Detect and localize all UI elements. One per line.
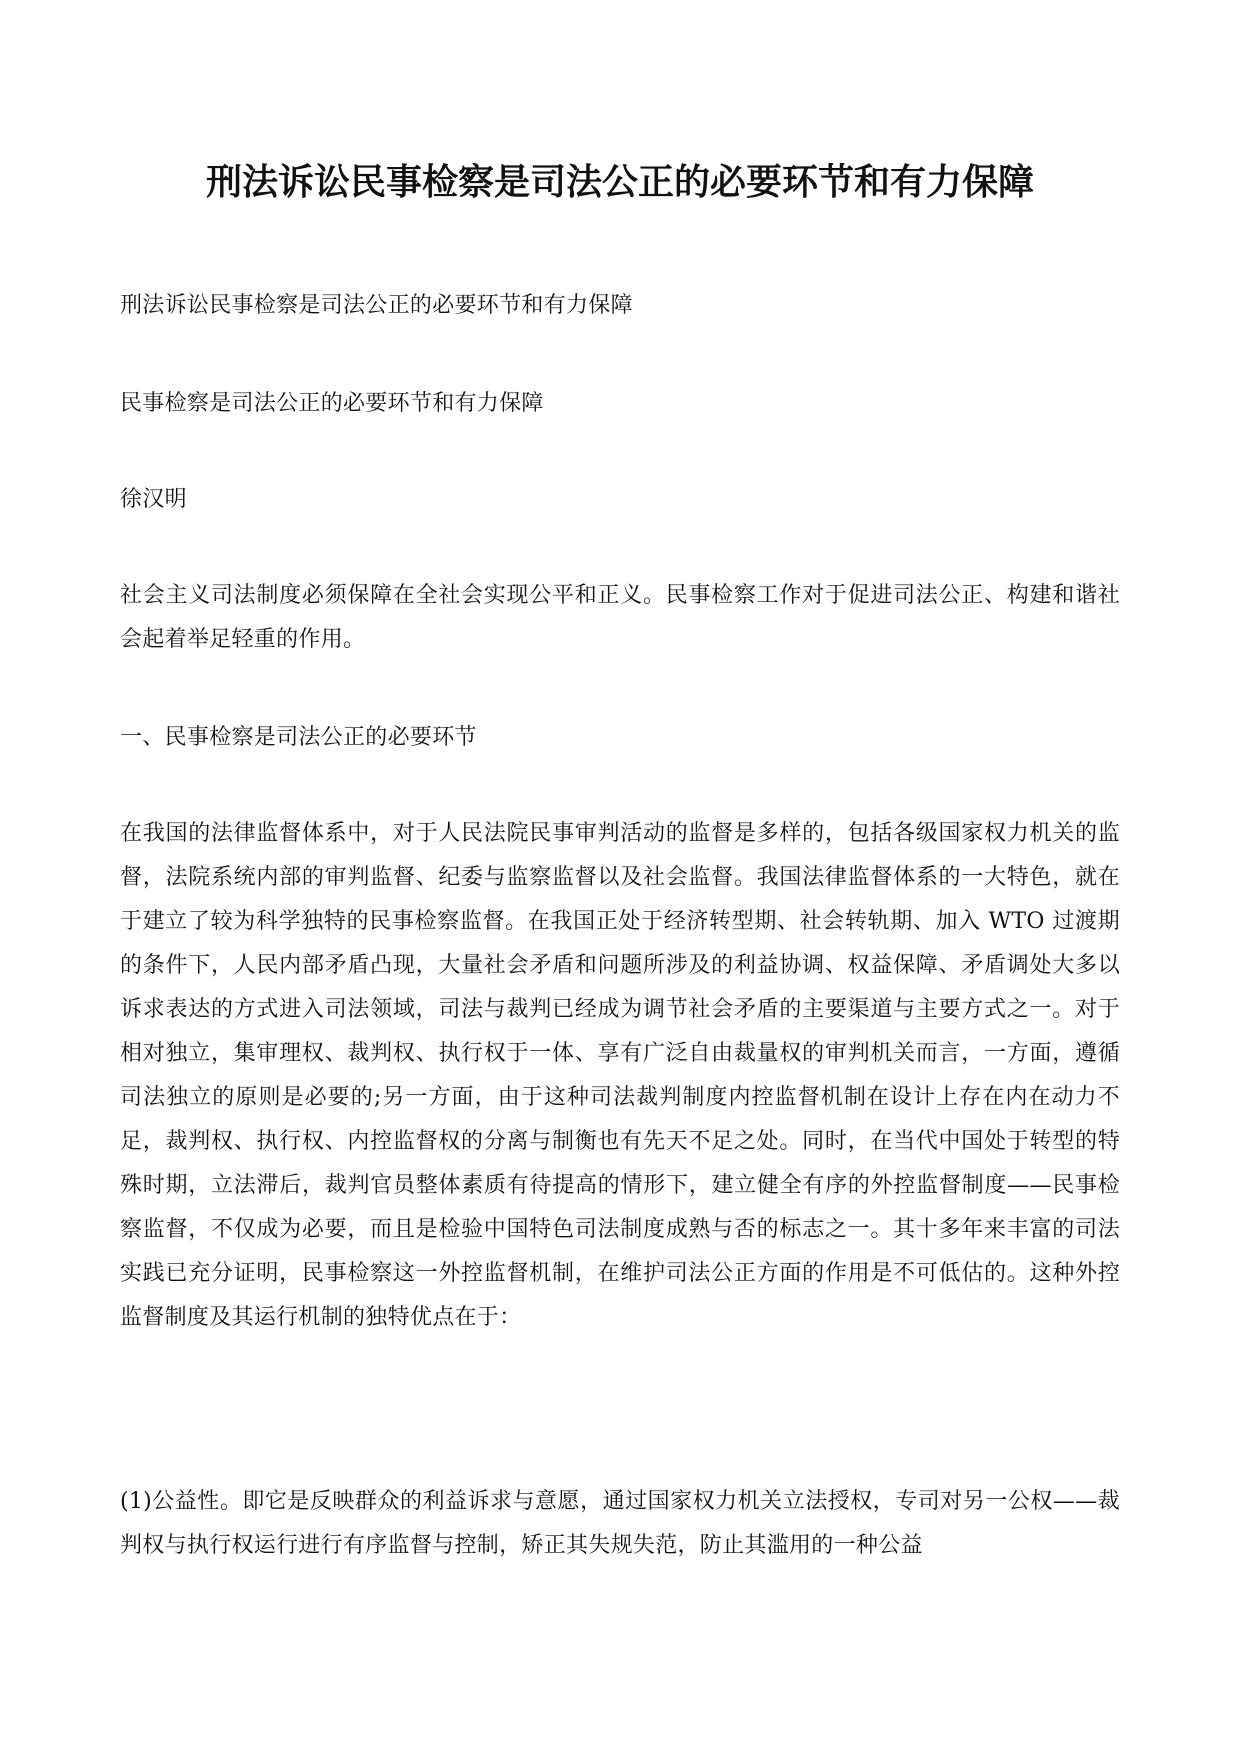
article-title-paragraph: 民事检察是司法公正的必要环节和有力保障 <box>120 391 544 416</box>
subtitle-paragraph: 刑法诉讼民事检察是司法公正的必要环节和有力保障 <box>120 293 633 318</box>
document-title: 刑法诉讼民事检察是司法公正的必要环节和有力保障 <box>205 161 1034 203</box>
section-heading: 一、民事检察是司法公正的必要环节 <box>120 725 477 750</box>
body-paragraph-public-interest: (1)公益性。即它是反映群众的利益诉求与意愿，通过国家权力机关立法授权，专司对另一公权——裁判权与执行权运行进行有序监督与控制，矫正其失规失范，防止其滥用的一种公益 <box>120 1489 1120 1558</box>
intro-paragraph: 社会主义司法制度必须保障在全社会实现公平和正义。民事检察工作对于促进司法公正、构建和谐社会起着举足轻重的作用。 <box>120 583 1120 652</box>
body-paragraph: 在我国的法律监督体系中，对于人民法院民事审判活动的监督是多样的，包括各级国家权力机关的监督，法院系统内部的审判监督、纪委与监察监督以及社会监督。我国法律监督体系的一大特色，就在于建立了较为科学独特的民事检察监督。在我国正处于经济转型期、社会转轨期、加入 WTO 过渡期的条件下，人民内部矛盾凸现，大量社会矛盾和问题所涉及的利益协调、权益保障、矛盾调处大多以诉求表达的方式进入司法领域，司法与裁判已经成为调节社会矛盾的主要渠道与主要方式之一。对于相对独立，集审理权、裁判权、执行权于一体、享有广泛自由裁量权的审判机关而言，一方面，遵循司法独立的原则是必要的;另一方面，由于这种司法裁判制度内控监督机制在设计上存在内在动力不足，裁判权、执行权、内控监督权的分离与制衡也有先天不足之处。同时，在当代中国处于转型的特殊时期，立法滞后，裁判官员整体素质有待提高的情形下，建立健全有序的外控监督制度——民事检察监督，不仅成为必要，而且是检验中国特色司法制度成熟与否的标志之一。其十多年来丰富的司法实践已充分证明，民事检察这一外控监督机制，在维护司法公正方面的作用是不可低估的。这种外控监督制度及其运行机制的独特优点在于： <box>120 821 1120 1330</box>
author-name: 徐汉明 <box>120 487 187 512</box>
